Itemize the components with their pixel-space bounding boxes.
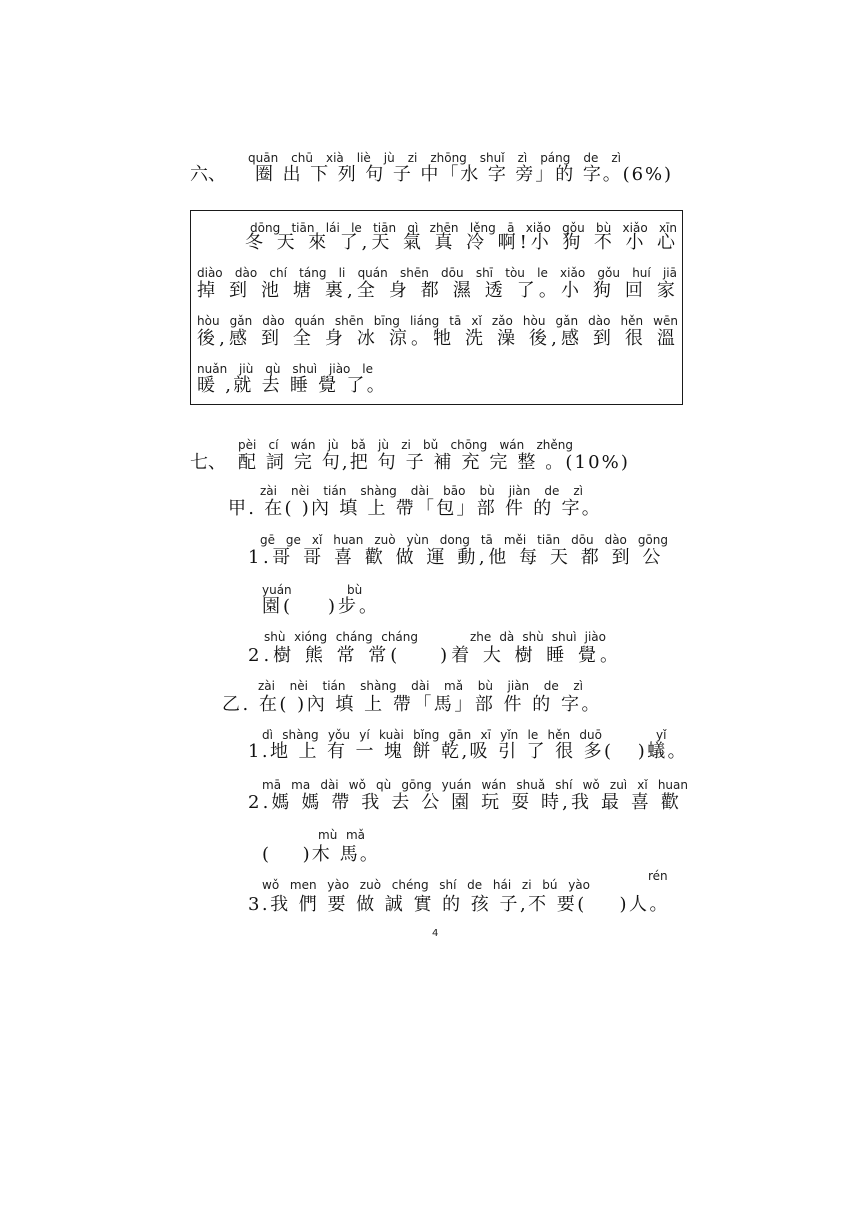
part-a-instruction: 甲. 在( )內 填 上 帶「包」部 件 的 字。 [228, 498, 602, 519]
passage-line-2-text: 掉 到 池 塘 裏,全 身 都 濕 透 了。小 狗 回 家 [197, 280, 679, 301]
question-b1-text: 1.地 上 有 一 塊 餅 乾,吸 引 了 很 多( )蟻。 [248, 741, 688, 762]
question-b3-pinyin-1: wǒ men yào zuò chéng shí de hái zi bú yào [262, 878, 590, 892]
passage-line-1-text: 冬 天 來 了,天 氣 真 冷 啊!小 狗 不 小 心 [245, 232, 679, 253]
passage-line-3-text: 後,感 到 全 身 冰 涼。牠 洗 澡 後,感 到 很 溫 [197, 328, 679, 349]
question-b2-cont-pinyin: mù mǎ [318, 828, 365, 842]
section-7-label: 七、 [190, 452, 226, 473]
passage-line-4-pinyin: nuǎn jiù qù shuì jiào le [197, 362, 373, 376]
section-6-label: 六、 [190, 164, 226, 185]
question-a2-pinyin-2: zhe dà shù shuì jiào [470, 630, 606, 644]
question-a1-cont-pinyin-2: bù [347, 583, 363, 597]
passage-line-3-pinyin: hòu gǎn dào quán shēn bīng liáng tā xǐ zǎo hòu gǎn dào hěn wēn [197, 314, 678, 328]
part-b-pinyin: zài nèi tián shàng dài mǎ bù jiàn de zì [258, 679, 583, 693]
section-7-pinyin: pèi cí wán jù bǎ jù zi bǔ chōng wán zhěng [238, 438, 573, 452]
question-a1-text: 1.哥 哥 喜 歡 做 運 動,他 每 天 都 到 公 [248, 547, 664, 568]
page-number: 4 [432, 928, 439, 939]
section-6-pinyin: quān chū xià liè jù zi zhōng shuǐ zì páng de zì [248, 151, 621, 165]
question-b2-cont-text: ( )木 馬。 [262, 844, 380, 865]
question-a1-cont-pinyin-1: yuán [262, 583, 292, 597]
question-b1-pinyin-2: yǐ [656, 728, 667, 742]
question-b2-text: 2.媽 媽 帶 我 去 公 園 玩 耍 時,我 最 喜 歡 [248, 792, 682, 813]
question-a1-cont-text: 園( )步。 [262, 596, 380, 617]
question-a1-pinyin: gē ge xǐ huan zuò yùn dong tā měi tiān dōu dào gōng [260, 533, 668, 547]
passage-line-1-pinyin: dōng tiān lái le tiān qì zhēn lěng ā xiǎo gǒu bù xiǎo xīn [250, 221, 677, 235]
question-b2-pinyin: mā ma dài wǒ qù gōng yuán wán shuǎ shí wǒ zuì xǐ huan [262, 778, 688, 792]
section-7-instruction: 配 詞 完 句,把 句 子 補 充 完 整 。(10%) [238, 452, 630, 473]
part-b-instruction: 乙. 在( )內 填 上 帶「馬」部 件 的 字。 [222, 694, 602, 715]
question-b3-text: 3.我 們 要 做 誠 實 的 孩 子,不 要( )人。 [248, 894, 670, 915]
section-6-instruction: 圈 出 下 列 句 子 中「水 字 旁」的 字。(6%) [255, 164, 673, 185]
question-a2-pinyin-1: shù xióng cháng cháng [264, 630, 418, 644]
part-a-pinyin: zài nèi tián shàng dài bāo bù jiàn de zì [260, 484, 583, 498]
question-a2-text: 2.樹 熊 常 常( )着 大 樹 睡 覺。 [248, 645, 622, 666]
question-b3-pinyin-2: rén [648, 869, 668, 883]
question-b1-pinyin-1: dì shàng yǒu yí kuài bǐng gān xī yǐn le hěn duō [262, 728, 602, 742]
passage-line-4-text: 暖 ,就 去 睡 覺 了。 [197, 375, 387, 396]
passage-line-2-pinyin: diào dào chí táng li quán shēn dōu shī tòu le xiǎo gǒu huí jiā [197, 266, 677, 280]
